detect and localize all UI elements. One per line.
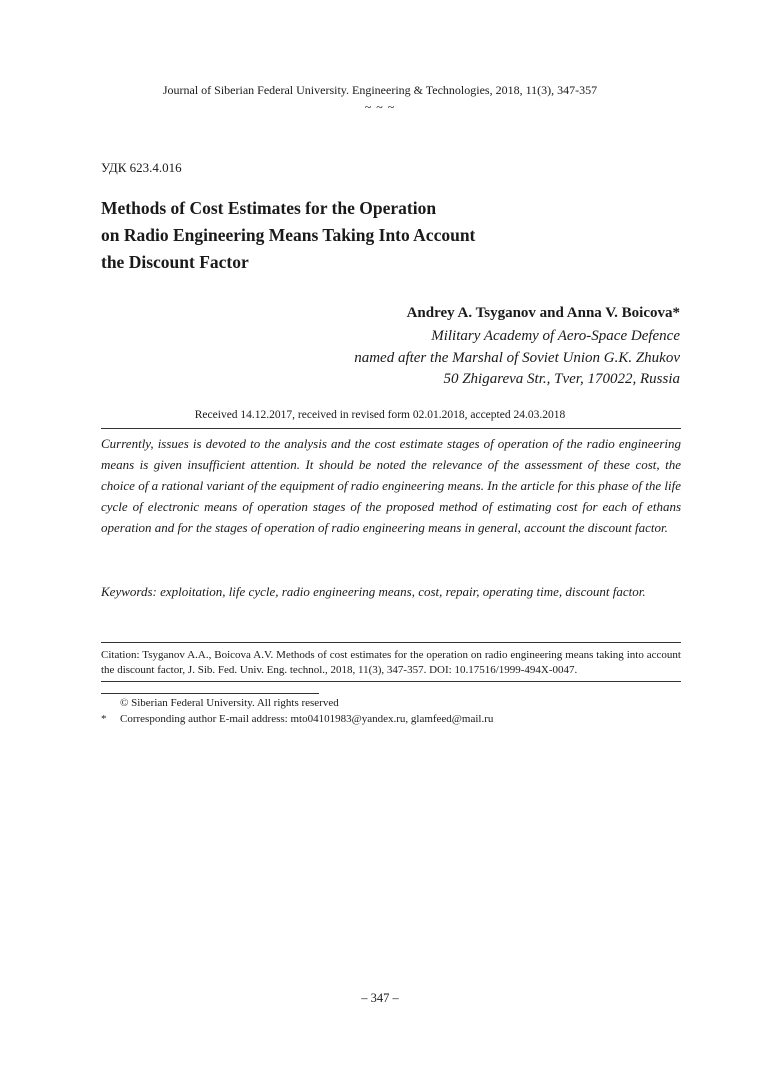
title-line: Methods of Cost Estimates for the Operation xyxy=(101,198,437,218)
affiliation-line: named after the Marshal of Soviet Union G.K. Zhukov xyxy=(354,349,680,366)
footnote-mark: * xyxy=(101,713,107,725)
keywords: Keywords: exploitation, life cycle, radio engineering means, cost, repair, operating time, discount factor. xyxy=(101,584,646,599)
abstract: Currently, issues is devoted to the analysis and the cost estimate stages of operation of the radio engineering means is given insufficient attention. It should be noted the relevance of the assessment of these cost, the choice of a rational variant of the equipment of radio engineering means. In the article for this phase of the life cycle of electronic means of operation stages of the proposed method of estimating cost for each of ethans operation and for the stages of operation of radio engineering means in general, account the discount factor. xyxy=(101,436,681,535)
citation: Citation: Tsyganov A.A., Boicova A.V. Methods of cost estimates for the operation on radio engineering means taking into account the discount factor, J. Sib. Fed. Univ. Eng. technol., 2018, 11(3), 347-357. DOI: 10.17516/1999-494X-0047. xyxy=(101,649,681,676)
title-line: on Radio Engineering Means Taking Into Account xyxy=(101,225,476,245)
udk-code: УДК 623.4.016 xyxy=(101,160,182,175)
divider xyxy=(101,681,681,682)
header-separator: ~ ~ ~ xyxy=(364,100,396,114)
title-line: the Discount Factor xyxy=(101,252,249,272)
corresponding-author-text: Corresponding author E-mail address: mto04101983@yandex.ru, glamfeed@mail.ru xyxy=(120,713,494,725)
affiliation-line: Military Academy of Aero-Space Defence xyxy=(431,328,680,344)
journal-header: Journal of Siberian Federal University. Engineering & Technologies, 2018, 11(3), 347-357 xyxy=(162,83,598,97)
authors: Andrey A. Tsyganov and Anna V. Boicova* xyxy=(406,305,680,321)
copyright-note: © Siberian Federal University. All rights reserved xyxy=(120,697,339,709)
page-number: – 347 – xyxy=(361,991,399,1005)
divider xyxy=(101,428,681,429)
divider xyxy=(101,642,681,643)
received-dates: Received 14.12.2017, received in revised form 02.01.2018, accepted 24.03.2018 xyxy=(194,409,566,421)
footnote-rule xyxy=(101,693,319,694)
affiliation xyxy=(354,326,680,391)
corresponding-author-note xyxy=(101,713,493,725)
paper-title xyxy=(101,195,661,276)
affiliation-line: 50 Zhigareva Str., Tver, 170022, Russia xyxy=(443,371,680,387)
